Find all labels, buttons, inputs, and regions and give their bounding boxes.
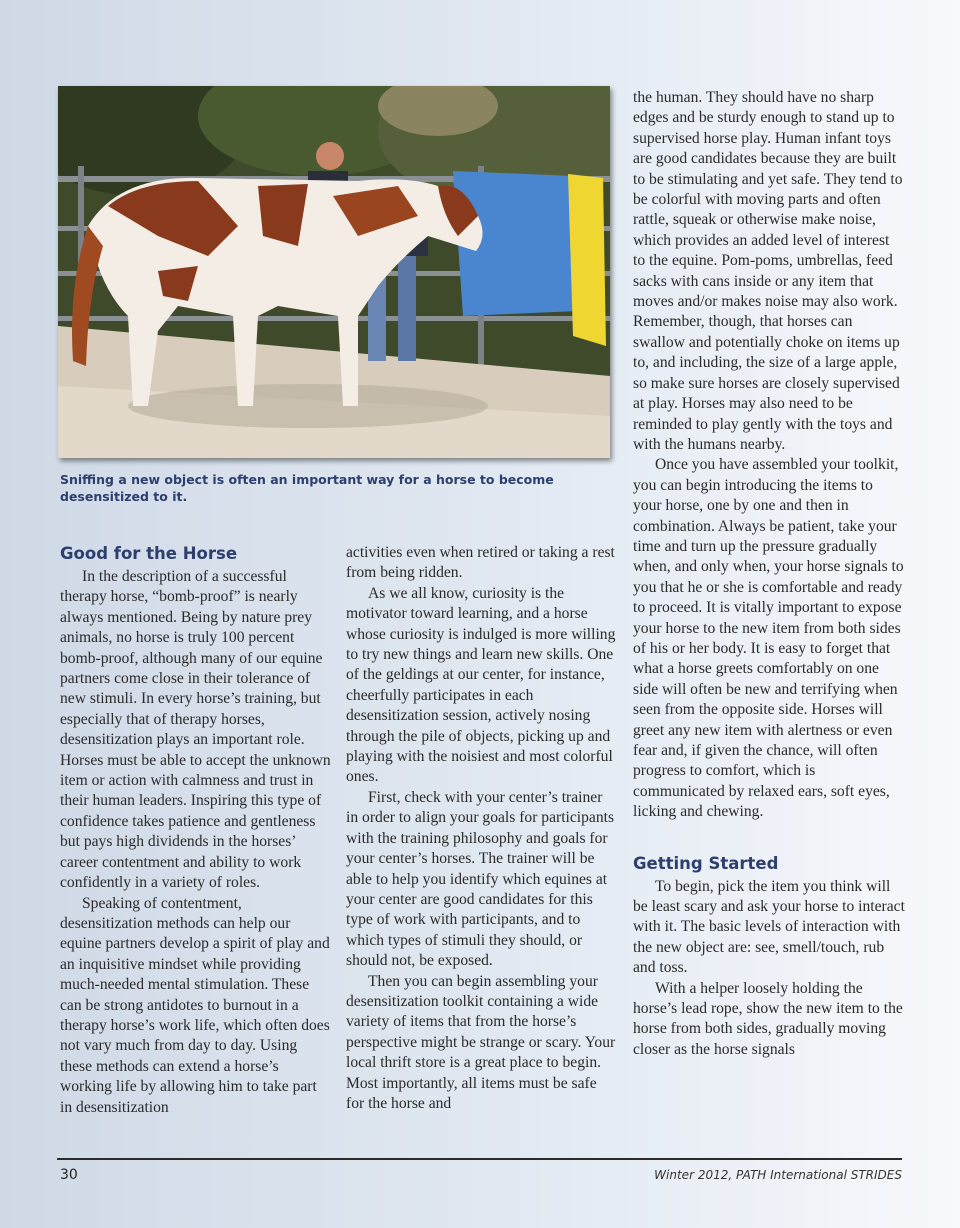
section-heading-getting-started: Getting Started	[633, 853, 779, 873]
paragraph: activities even when retired or taking a rest from being ridden.	[346, 544, 615, 582]
paragraph: Speaking of contentment, desensitization methods can help our equine partners develop a spirit of play and an inquisitive mindset while providing much-needed mental stimulation. These can be strong antidotes to burnout in a therapy horse’s work life, which often does not vary much from day to day. Using these methods can extend a horse’s working life by allowing him to take part in desensitization	[60, 894, 330, 1116]
publication-footer: Winter 2012, PATH International STRIDES	[654, 1168, 902, 1182]
paragraph: As we all know, curiosity is the motivator toward learning, and a horse whose curiosity is indulged is more willing to try new things and learn new skills. One of the geldings at our center, for instance, cheerfully participates in each desensitization session, actively nosing through the pile of objects, picking up and playing with the noisiest and most colorful ones.	[346, 584, 616, 786]
column-3	[633, 88, 905, 1060]
column-1	[60, 543, 332, 1118]
footer-rule	[57, 1158, 902, 1160]
paragraph: First, check with your center’s trainer in order to align your goals for participants with the training philosophy and goals for your center’s horses. The trainer will be able to help you identify which equines at your center are good candidates for this type of work with participants, and to which types of stimuli they should, or should not, be exposed.	[346, 788, 615, 970]
paragraph: With a helper loosely holding the horse’s lead rope, show the new item to the horse from both sides, gradually moving closer as the horse signals	[633, 979, 903, 1058]
paragraph: Once you have assembled your toolkit, you can begin introducing the items to your horse, one by one and then in combination. Always be patient, take your time and turn up the pressure gradually when, and only when, your horse signals to you that he or she is comfortable and ready to proceed. It is vitally important to expose your horse to the new item from both sides of his or her body. It is easy to forget that what a horse greets comfortably on one side will often be new and terrifying when seen from the opposite side. Horses will greet any new item with alertness or even fear and, if given the chance, will often progress to comfort, which is communicated by relaxed ears, soft eyes, licking and chewing.	[633, 456, 904, 821]
section-heading-good-for-the-horse: Good for the Horse	[60, 544, 238, 563]
horse-photo	[58, 86, 610, 458]
photo-caption: Sniffing a new object is often an important way for a horse to become desensitized to it.	[60, 472, 554, 504]
paragraph: the human. They should have no sharp edges and be sturdy enough to stand up to supervised horse play. Human infant toys are good candidates because they are built to be stimulating and yet safe. They tend to be colorful with moving parts and often rattle, squeak or otherwise make noise, which provides an added level of interest to the equine. Pom-poms, umbrellas, feed sacks with cans inside or any item that moves and/or makes noise may also work. Remember, though, that horses can swallow and potentially choke on items up to, and including, the size of a large apple, so make sure horses are closely supervised at play. Horses may also need to be reminded to play gently with the toys and with the humans nearby.	[633, 89, 903, 453]
paragraph: To begin, pick the item you think will be least scary and ask your horse to interact with it. The basic levels of interaction with the new object are: see, smell/touch, rub and toss.	[633, 877, 905, 977]
column-2	[346, 543, 618, 1114]
paragraph: Then you can begin assembling your desensitization toolkit containing a wide variety of items that from the horse’s perspective might be strange or scary. Your local thrift store is a great place to begin. Most importantly, all items must be safe for the horse and	[346, 972, 616, 1112]
paragraph: In the description of a successful therapy horse, “bomb-proof” is nearly always mentioned. Being by nature prey animals, no horse is truly 100 percent bomb-proof, although many of our equine partners come close in their tolerance of new stimuli. In every horse’s training, but especially that of therapy horses, desensitization plays an important role. Horses must be able to accept the unknown item or action with calmness and trust in their human leaders. Inspiring this type of confidence takes patience and gentleness but pays high dividends in the horses’ career contentment and ability to work confidently in a variety of roles.	[60, 568, 331, 892]
page-number: 30	[60, 1167, 78, 1183]
